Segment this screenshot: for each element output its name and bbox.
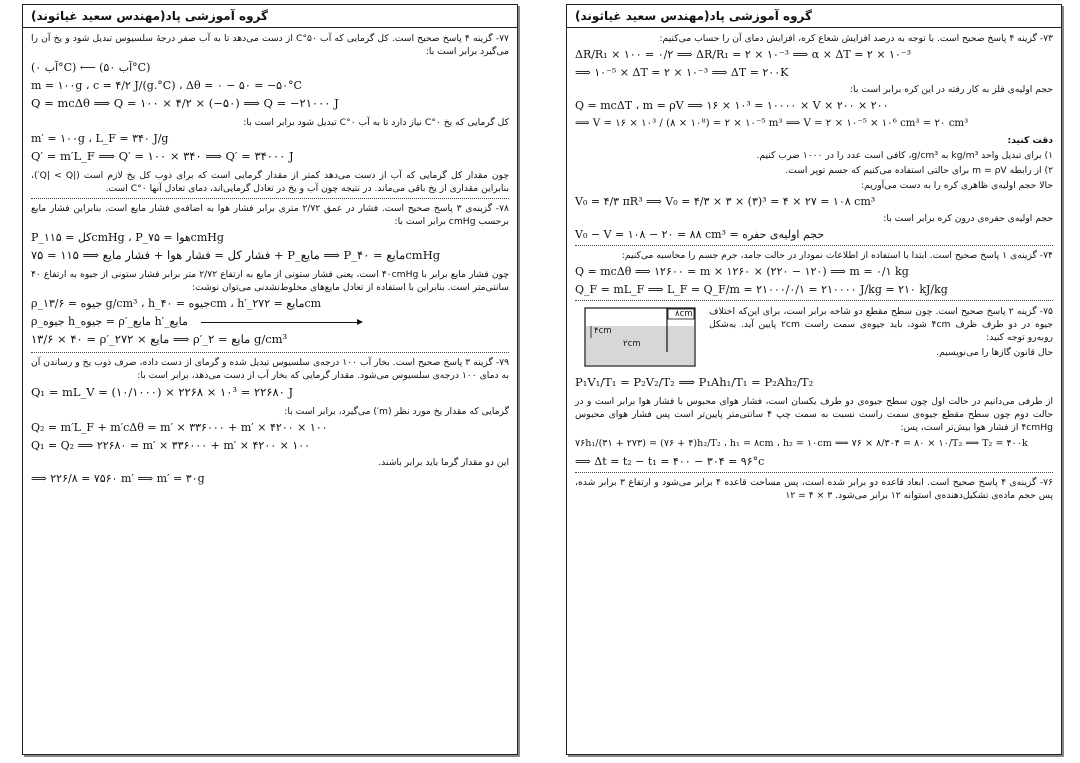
- q74-text: ۷۴- گزینه‌ی ۱ پاسخ صحیح است. ابتدا با استفاده از اطلاعات نمودار در حالت جامد، جرم جسم را محاسبه می‌کنیم:: [621, 250, 1053, 261]
- q78-eq5: ۱۳/۶ × ۴۰ = ρ′_مایع × ۲۷۲ ⟹ ρ′_مایع = ۲ g/cm³: [31, 332, 288, 346]
- u-tube-figure: [583, 306, 703, 370]
- page-header: [567, 5, 1061, 28]
- q73-note-title: دقت کنید:: [1007, 135, 1053, 146]
- q73-eq5: V₀ = ۴/۳ πR³ ⟹ V₀ = ۴/۳ × ۳ × (۳)³ = ۴ × ۲۷ = ۱۰۸ cm³: [575, 195, 876, 208]
- label-2cm: ۲cm: [623, 339, 641, 349]
- q77-eq1: (آب ۰°C) ⟵ (آب ۵۰°C): [31, 61, 151, 74]
- divider: [575, 300, 1053, 301]
- question-76: [575, 476, 1053, 502]
- arrow-icon: [201, 322, 361, 323]
- divider: [575, 245, 1053, 246]
- q73-text4: حجم اولیه‌ی حفره‌ی درون کره برابر است با:: [883, 213, 1053, 224]
- q73-eq4: ⟹ V = ۱۶ × ۱۰³ / (۸ × ۱۰⁸) = ۲ × ۱۰⁻⁵ m³ ⟹ V = ۲ × ۱۰⁻⁵ × ۱۰⁶ cm³ = ۲۰ cm³: [575, 118, 969, 129]
- label-8cm: ۸cm: [675, 309, 693, 319]
- q78-eq2: فشار کل = فشار هوا + فشار مایع ⟹ ۱۱۵ = ۷۵ + P_مایع ⟹ P_مایع = ۴۰cmHg: [31, 248, 441, 262]
- q73-text2: حجم اولیه‌ی فلز به کار رفته در این کره برابر است با:: [849, 84, 1053, 95]
- q75-text: ۷۵- گزینه ۲ پاسخ صحیح است. چون سطح مقطع دو شاخه برابر است، برای این‌که اختلاف جیوه در دو طرف ظرف ۴cm شود، باید جیوه‌ی سمت راست ۲cm پایین آید. به‌شکل روبه‌رو توجه کنید:: [709, 306, 1054, 343]
- right-page: [566, 4, 1062, 755]
- q76-text: ۷۶- گزینه‌ی ۴ پاسخ صحیح است. ابعاد قاعده دو برابر شده است، پس مساحت قاعده ۴ برابر می‌شود و ارتفاع ۳ برابر شده، پس حجم ماده‌ی تشکیل‌دهنده‌ی استوانه ۱۲ برابر می‌شود. ۳ × ۴ = ۱۲: [575, 477, 1054, 501]
- q73-eq2: ⟹ ۱۰⁻⁵ × ΔT = ۲ × ۱۰⁻³ ⟹ ΔT = ۲۰۰K: [575, 66, 789, 79]
- q79-eq4: ⟹ ۲۲۶/۸ = ۷۵۶۰ m′ ⟹ m′ = ۳۰g: [31, 472, 205, 485]
- divider: [31, 352, 509, 353]
- q77-eq5: Q′ = m′L_F ⟹ Q′ = ۱۰۰ × ۳۴۰ ⟹ Q′ = ۳۴۰۰۰ J: [31, 149, 294, 163]
- question-77: [31, 32, 509, 195]
- q77-text2: کل گرمایی که یخ ۰°C نیاز دارد تا به آب ۰°C تبدیل شود برابر است با:: [243, 117, 509, 128]
- label-4cm: ۴cm: [594, 326, 612, 336]
- q73-eq3: Q = mcΔT ، m = ρV ⟹ ۱۶ × ۱۰³ = ۱۰۰۰۰ × V × ۲۰۰ × ۲۰۰: [575, 99, 889, 112]
- q77-text: ۷۷- گزینه ۴ پاسخ صحیح است. کل گرمایی که آب ۵۰°C از دست می‌دهد تا به آب صفر درجهٔ سلسیوس تبدیل شود و یخ آن را می‌گیرد برابر است با:: [31, 33, 509, 57]
- q78-eq4-text: ρ_جیوه h_جیوه = ρ′_مایع h′_مایع: [31, 315, 188, 328]
- divider: [575, 472, 1053, 473]
- q73-eq1: ΔR/R₁ × ۱۰۰ = ۰/۲ ⟹ ΔR/R₁ = ۲ × ۱۰⁻³ ⟹ α × ΔT = ۲ × ۱۰⁻³: [575, 48, 912, 61]
- question-75: [575, 304, 1053, 372]
- q79-text: ۷۹- گزینه ۳ پاسخ صحیح است. بخار آب ۱۰۰ درجه‌ی سلسیوس تبدیل شده و گرمای از دست داده، صرف ذوب یخ و رساندن آن به دمای ۱۰۰ درجه‌ی سلسیوس می‌شود. مقدار گرمایی که بخار آب از دست می‌دهد، برابر است با:: [31, 357, 510, 381]
- q75-text2: از طرفی می‌دانیم در حالت اول چون سطح جیوه‌ی دو طرف یکسان است، فشار هوای محبوس با فشار هوا برابر است و در حالت دوم چون سطح مقطع جیوه‌ی سمت راست نسبت به سمت چپ ۴ سانتی‌متر پایین‌تر است پس فشار هوای محبوس ۴cmHg از فشار هوا بیش‌تر است، پس:: [575, 396, 1053, 433]
- q79-eq2: Q₂ = m′L_F + m′cΔθ = m′ × ۳۳۶۰۰۰ + m′ × ۴۲۰۰ × ۱۰۰: [31, 421, 328, 434]
- q77-eq2: m = ۱۰۰g ، c = ۴/۲ J/(g.°C) ، Δθ = ۰ − ۵۰ = −۵۰°C: [31, 79, 302, 92]
- q78-text2: چون فشار مایع برابر با ۴۰cmHg است، یعنی فشار ستونی از مایع به ارتفاع ۲/۷۲ متر برابر فشار ستونی از جیوه به ارتفاع ۴۰ سانتی‌متر است. بنابراین با استفاده از تعادل مایع‌های مخلوط‌نشدنی می‌توان نوشت:: [31, 269, 509, 293]
- q78-eq4: [31, 314, 509, 329]
- q79-eq1: Q₁ = mL_V = (۱۰/۱۰۰۰) × ۲۲۶۸ × ۱۰³ = ۲۲۶۸۰ J: [31, 385, 294, 399]
- q75-eq2: ۷۶h₁/(۳۱ + ۲۷۳) = (۷۶ + ۴)h₂/T₂ ، h₁ = ۸cm ، h₂ = ۱۰cm ⟹ ۷۶ × ۸/۳۰۴ = ۸۰ × ۱۰/T₂ ⟹ T₂ = ۴۰۰k: [575, 438, 1028, 449]
- page-header: [23, 5, 517, 28]
- q73-eq6: V₀ − V = ۱۰۸ − ۲۰ = ۸۸ cm³ = حجم اولیه‌ی حفره: [575, 228, 825, 241]
- q78-text: ۷۸- گزینه‌ی ۳ پاسخ صحیح است. فشار در عمق ۲/۷۲ متری برابر فشار هوا به اضافه‌ی فشار مایع است. بنابراین فشار مایع برحسب cmHg برابر است با:: [31, 203, 509, 227]
- question-74: [575, 249, 1053, 297]
- q77-eq4: m′ = ۱۰۰g ، L_F = ۳۴۰ J/g: [31, 132, 169, 145]
- question-78: [31, 202, 509, 347]
- q79-eq3: Q₁ = Q₂ ⟹ ۲۲۶۸۰ = m′ × ۳۳۶۰۰۰ + m′ × ۴۲۰۰ × ۱۰۰: [31, 439, 311, 452]
- q75-eq1: P₁V₁/T₁ = P₂V₂/T₂ ⟹ P₁Ah₁/T₁ = P₂Ah₂/T₂: [575, 375, 814, 389]
- q78-eq1: P_کل = ۱۱۵cmHg ، P_هوا = ۷۵cmHg: [31, 231, 224, 244]
- q75-eq3: ⟹ Δt = t₂ − t₁ = ۴۰۰ − ۳۰۴ = ۹۶°c: [575, 455, 765, 468]
- q73-note2: ۲) از رابطه m = ρV برای حالتی استفاده می‌کنیم که جسم توپر است.: [785, 165, 1053, 176]
- divider: [31, 198, 509, 199]
- q79-text2: گرمایی که مقدار یخ مورد نظر (m′) می‌گیرد، برابر است با:: [284, 406, 509, 417]
- question-79: [31, 356, 509, 486]
- q74-eq1: Q = mcΔθ ⟹ ۱۲۶۰۰ = m × ۱۲۶۰ × (۲۲۰ − ۱۲۰) ⟹ m = ۰/۱ kg: [575, 265, 909, 278]
- q77-eq3: Q = mcΔθ ⟹ Q = ۱۰۰ × ۴/۲ × (−۵۰) ⟹ Q = −۲۱۰۰۰ J: [31, 96, 339, 110]
- q79-text3: این دو مقدار گرما باید برابر باشند.: [378, 457, 509, 468]
- header-title: گروه آموزشی پاد(مهندس سعید غیاثوند): [575, 9, 812, 23]
- question-73: [575, 32, 1053, 242]
- q77-text3: چون مقدار کل گرمایی که آب از دست می‌دهد کمتر از مقدار گرمایی است که برای ذوب کل یخ لازم است (|Q| < Q′)، بنابراین مقداری از یخ باقی می‌ماند. در نتیجه چون آب و یخ در تعادل گرمایی‌اند، دمای تعادل آنها ۰°C است.: [31, 170, 509, 194]
- q73-note1: ۱) برای تبدیل واحد kg/m³ به g/cm³، کافی است عدد را در ۱۰۰۰ ضرب کنیم.: [756, 150, 1053, 161]
- q75-text-block: [709, 304, 1053, 372]
- q73-text3: حالا حجم اولیه‌ی ظاهری کره را به دست می‌آوریم:: [860, 180, 1053, 191]
- header-title: گروه آموزشی پاد(مهندس سعید غیاثوند): [31, 9, 268, 23]
- q75-text-b: حال قانون گازها را می‌نویسیم.: [936, 347, 1053, 358]
- q74-eq2: Q_F = mL_F ⟹ L_F = Q_F/m = ۲۱۰۰۰/۰/۱ = ۲۱۰۰۰۰ J/kg = ۲۱۰ kJ/kg: [575, 283, 948, 296]
- left-page: [22, 4, 518, 755]
- q73-text: ۷۳- گزینه ۴ پاسخ صحیح است. با توجه به درصد افزایش شعاع کره، افزایش دمای آن را حساب می‌کنیم:: [659, 33, 1053, 44]
- q78-eq3: ρ_جیوه = ۱۳/۶ g/cm³ ، h_جیوه = ۴۰cm ، h′_مایع = ۲۷۲cm: [31, 297, 322, 310]
